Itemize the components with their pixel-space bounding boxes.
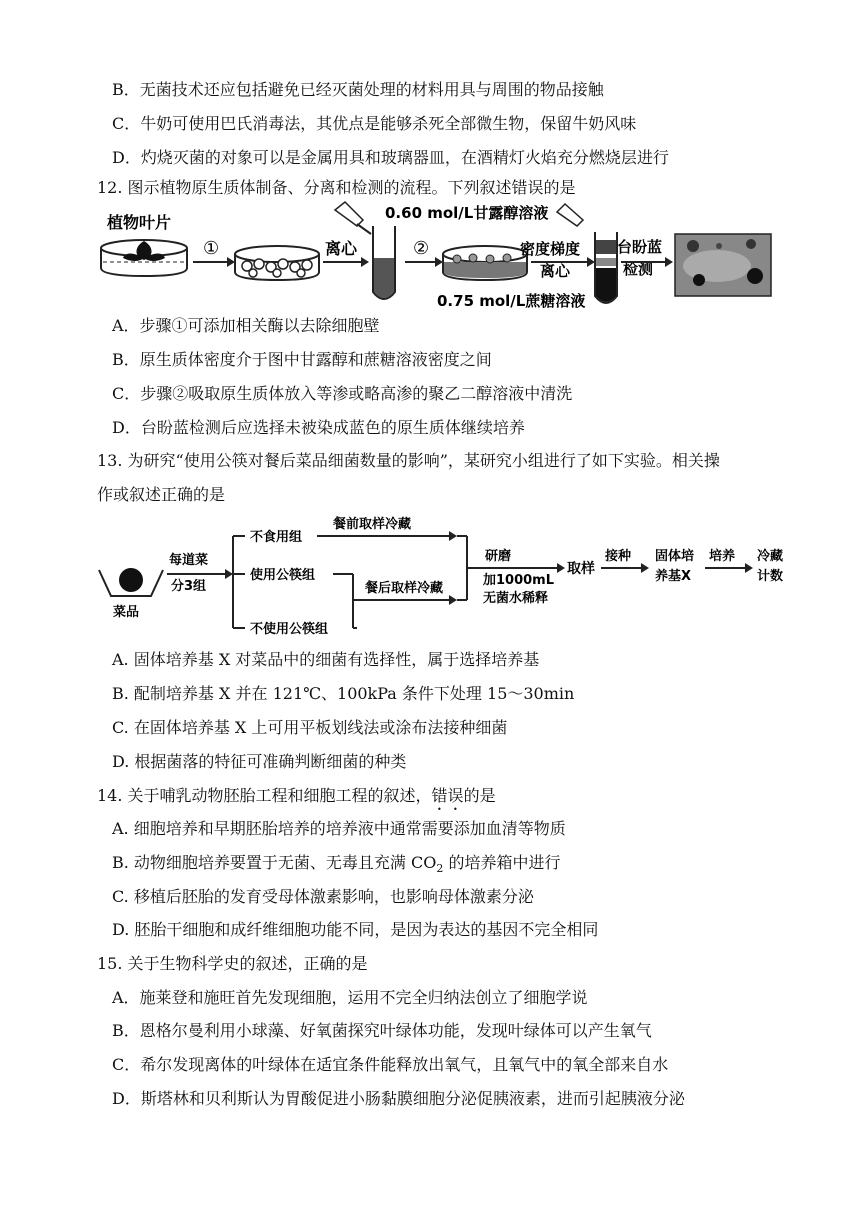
q12-gradient-label2: 离心: [540, 262, 571, 280]
leaf-dish-icon: [101, 240, 187, 276]
q12-sucrose-label: 0.75 mol/L蔗糖溶液: [437, 292, 586, 310]
gradient-tube-icon: [595, 232, 617, 303]
pipette-icon: [335, 202, 371, 234]
q13-group3-label: 不使用公筷组: [250, 622, 329, 637]
q14-option-b: [112, 853, 560, 879]
q12-option-d: D．台盼蓝检测后应选择未被染成蓝色的原生质体继续培养: [112, 418, 525, 437]
q13-pre-label: 餐前取样冷藏: [333, 517, 412, 532]
micrograph-image: [675, 234, 771, 296]
q14-option-b-sub: 2: [436, 862, 444, 876]
q13-count-label1: 冷藏: [757, 549, 784, 564]
q12-trypan-label2: 检测: [623, 260, 654, 278]
q14-option-d: D. 胚胎干细胞和成纤维细胞功能不同，是因为表达的基因不完全相同: [112, 920, 599, 939]
q15-option-a: A．施莱登和施旺首先发现细胞，运用不完全归纳法创立了细胞学说: [112, 988, 588, 1007]
q13-group2-label: 使用公筷组: [250, 568, 316, 583]
q13-option-a: A. 固体培养基 X 对菜品中的细菌有选择性，属于选择培养基: [112, 650, 540, 669]
q12-gradient-label1: 密度梯度: [520, 240, 581, 258]
q14-option-b-post: 的培养箱中进行: [443, 853, 561, 872]
q14-stem-post: 的是: [463, 786, 496, 805]
q13-split-label2: 分3组: [171, 579, 207, 594]
q13-split-label1: 每道菜: [169, 553, 209, 568]
q13-dish-label: 菜品: [113, 605, 140, 620]
q13-option-c: C. 在固体培养基 X 上可用平板划线法或涂布法接种细菌: [112, 718, 508, 737]
q13-medium-label2: 养基X: [655, 569, 692, 584]
q13-post-label: 餐后取样冷藏: [365, 581, 444, 596]
q13-inoc-label: 接种: [605, 549, 632, 564]
q13-option-d: D. 根据菌落的特征可准确判断细菌的种类: [112, 752, 407, 771]
q14-stem-pre: 14. 关于哺乳动物胚胎工程和细胞工程的叙述，: [97, 786, 432, 805]
q13-dilute-label1: 加1000mL: [483, 573, 555, 588]
q13-culture-label: 培养: [709, 549, 736, 564]
q12-leaf-label: 植物叶片: [107, 213, 172, 232]
q13-stem-line1: 13. 为研究“使用公筷对餐后菜品细菌数量的影响”，某研究小组进行了如下实验。相关操: [97, 451, 720, 470]
q11-option-b: B．无菌技术还应包括避免已经灭菌处理的材料用具与周围的物品接触: [112, 80, 604, 99]
q11-option-c: C．牛奶可使用巴氏消毒法，其优点是能够杀死全部微生物，保留牛奶风味: [112, 114, 637, 133]
q13-medium-label1: 固体培: [655, 549, 695, 564]
dish-bowl-icon: [99, 568, 163, 596]
q15-option-c: C．希尔发现离体的叶绿体在适宜条件能释放出氧气，且氧气中的氧全部来自水: [112, 1055, 669, 1074]
q13-option-b: B. 配制培养基 X 并在 121℃、100kPa 条件下处理 15～30min: [112, 684, 575, 703]
q12-trypan-label1: 台盼蓝: [617, 238, 663, 256]
q13-dilute-label2: 无菌水稀释: [483, 591, 549, 606]
q12-step1-label: ①: [203, 238, 220, 259]
q14-option-a: A. 细胞培养和早期胚胎培养的培养液中通常需要添加血清等物质: [112, 819, 566, 838]
pipette-icon-2: [557, 204, 583, 226]
q13-figure: [95, 516, 795, 640]
q14-option-c: C. 移植后胚胎的发育受母体激素影响，也影响母体激素分泌: [112, 887, 534, 906]
q13-sample-label: 取样: [567, 561, 595, 577]
q12-step2-label: ②: [413, 238, 430, 259]
cell-dish-icon: [235, 246, 319, 280]
q13-grind-label: 研磨: [485, 549, 512, 564]
q14-stem: [97, 786, 496, 814]
q12-mannitol-label: 0.60 mol/L甘露醇溶液: [385, 204, 549, 222]
q12-stem: 12. 图示植物原生质体制备、分离和检测的流程。下列叙述错误的是: [97, 178, 576, 197]
q15-option-d: D．斯塔林和贝利斯认为胃酸促进小肠黏膜细胞分泌促胰液素，进而引起胰液分泌: [112, 1089, 685, 1108]
q12-option-b: B．原生质体密度介于图中甘露醇和蔗糖溶液密度之间: [112, 350, 492, 369]
test-tube-icon: [373, 226, 395, 299]
q14-stem-emphasis: 错误: [431, 786, 464, 805]
q13-count-label2: 计数: [757, 569, 784, 584]
q13-stem-line2: 作或叙述正确的是: [97, 485, 226, 504]
q15-stem: 15. 关于生物科学史的叙述，正确的是: [97, 954, 368, 973]
wash-dish-icon: [443, 246, 527, 280]
q11-option-d: D．灼烧灭菌的对象可以是金属用具和玻璃器皿，在酒精灯火焰充分燃烧层进行: [112, 148, 669, 167]
q12-option-a: A．步骤①可添加相关酶以去除细胞壁: [112, 316, 380, 335]
q12-figure: [95, 196, 775, 316]
q15-option-b: B．恩格尔曼利用小球藻、好氧菌探究叶绿体功能，发现叶绿体可以产生氧气: [112, 1021, 652, 1040]
q12-option-c: C．步骤②吸取原生质体放入等渗或略高渗的聚乙二醇溶液中清洗: [112, 384, 573, 403]
q12-centrifuge-label: 离心: [325, 239, 358, 258]
q13-group1-label: 不食用组: [250, 530, 303, 545]
q14-option-b-pre: B. 动物细胞培养要置于无菌、无毒且充满 CO: [112, 853, 437, 872]
